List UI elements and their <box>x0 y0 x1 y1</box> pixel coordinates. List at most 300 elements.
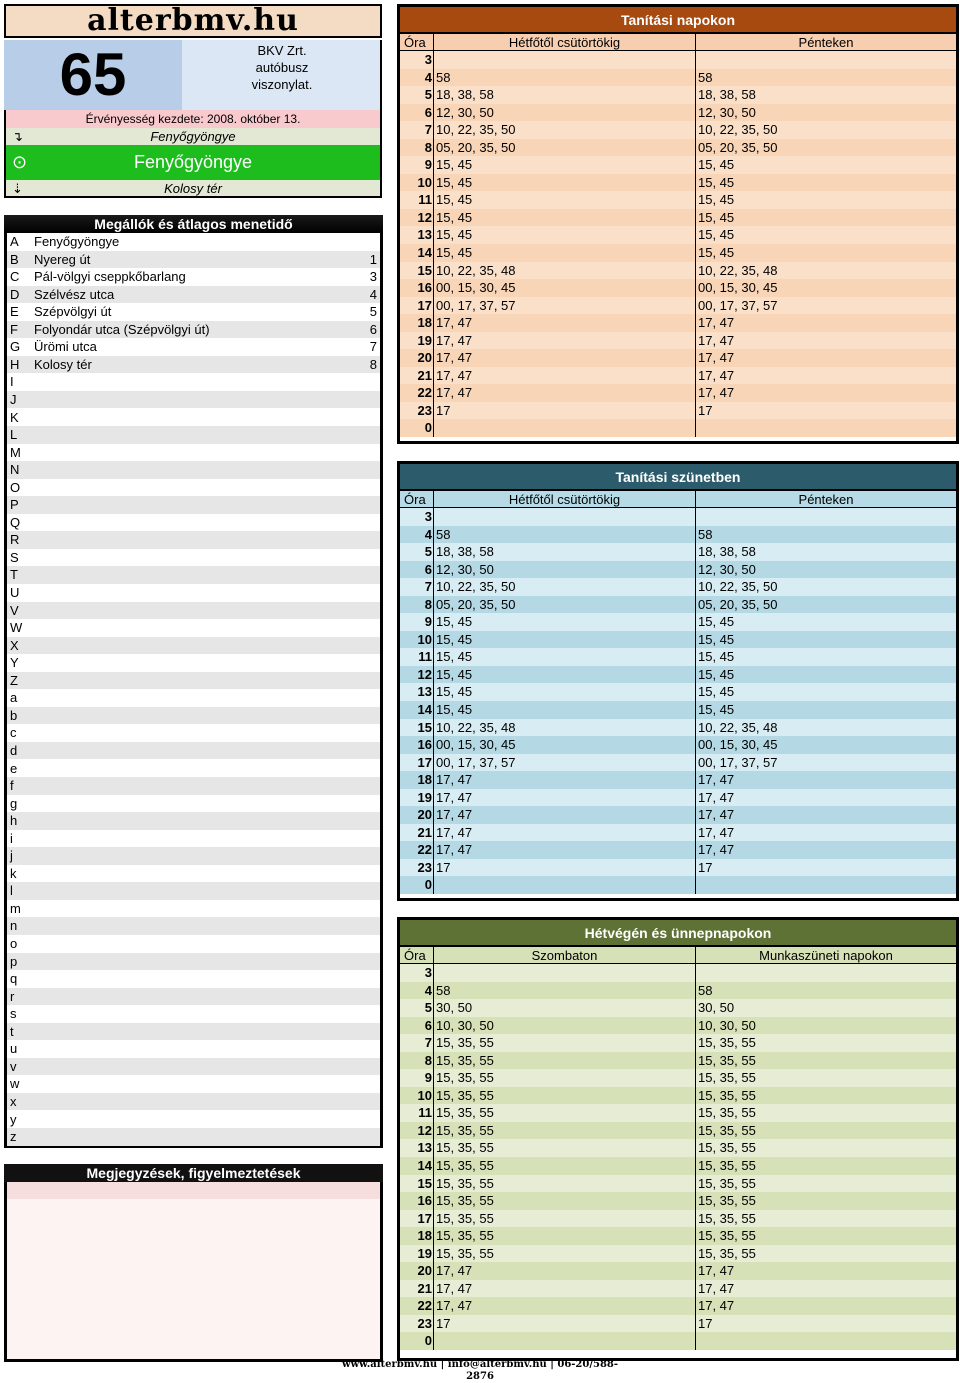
minutes-cell-b <box>696 51 956 69</box>
destination-stop: Kolosy tér <box>164 181 222 196</box>
minutes-cell-b: 00, 17, 37, 57 <box>698 754 778 770</box>
timetable-row <box>400 226 956 244</box>
current-stop-icon: ⊙ <box>12 152 28 172</box>
stop-letter: Q <box>10 514 21 530</box>
timetable-row <box>400 1175 956 1193</box>
stop-letter: c <box>10 725 17 741</box>
minutes-cell-a: 15, 45 <box>434 683 696 701</box>
stop-letter: V <box>10 602 19 618</box>
minutes-cell-b: 10, 22, 35, 48 <box>698 262 778 278</box>
stop-letter: w <box>10 1076 20 1092</box>
stop-row <box>7 479 380 497</box>
timetable-row <box>400 1052 956 1070</box>
minutes-cell-b: 05, 20, 35, 50 <box>698 139 778 155</box>
hour-cell: 18 <box>400 771 434 789</box>
timetable-row <box>400 244 956 262</box>
hour-cell: 5 <box>400 543 434 561</box>
stop-row <box>7 847 380 865</box>
minutes-cell-b: 18, 38, 58 <box>698 544 756 560</box>
timetable-row <box>400 789 956 807</box>
stop-row <box>7 795 380 813</box>
notes-title: Megjegyzések, figyelmeztetések <box>4 1164 383 1182</box>
stop-row <box>7 303 380 321</box>
hour-cell: 5 <box>400 86 434 104</box>
minutes-cell-a: 15, 35, 55 <box>434 1192 696 1210</box>
operator-info <box>184 40 380 110</box>
timetable-row <box>400 69 956 87</box>
hour-cell: 19 <box>400 332 434 350</box>
timetable-row <box>400 367 956 385</box>
minutes-cell-a: 15, 45 <box>434 191 696 209</box>
stop-row <box>7 953 380 971</box>
minutes-cell-a: 17, 47 <box>434 771 696 789</box>
hour-cell: 13 <box>400 226 434 244</box>
stop-row <box>7 724 380 742</box>
minutes-cell-a: 10, 30, 50 <box>434 1017 696 1035</box>
stop-letter: l <box>10 883 13 899</box>
timetable-row <box>400 754 956 772</box>
timetable-row <box>400 402 956 420</box>
timetable-row <box>400 771 956 789</box>
timetable-row <box>400 1297 956 1315</box>
minutes-cell-b: 17, 47 <box>698 1280 735 1296</box>
hour-cell: 15 <box>400 1175 434 1193</box>
timetable-row <box>400 139 956 157</box>
stop-row <box>7 531 380 549</box>
hour-cell: 20 <box>400 349 434 367</box>
minutes-cell-b: 10, 30, 50 <box>698 1017 756 1033</box>
minutes-cell-b: 17, 47 <box>698 824 735 840</box>
timetable-row <box>400 648 956 666</box>
stop-letter: M <box>10 444 21 460</box>
timetable-row <box>400 297 956 315</box>
hour-cell: 15 <box>400 719 434 737</box>
stop-letter: Z <box>10 672 18 688</box>
timetable-row <box>400 631 956 649</box>
timetable-row <box>400 859 956 877</box>
stop-row <box>7 321 380 339</box>
stop-letter: A <box>10 234 19 249</box>
origin-row <box>4 128 382 145</box>
minutes-cell-b: 58 <box>698 526 713 542</box>
minutes-cell-a: 17, 47 <box>434 1280 696 1298</box>
stop-letter: D <box>10 286 20 302</box>
hour-cell: 6 <box>400 104 434 122</box>
stop-letter: n <box>10 918 18 934</box>
minutes-cell-b: 58 <box>698 982 713 998</box>
stop-letter: P <box>10 497 19 513</box>
minutes-cell-a: 15, 35, 55 <box>434 1052 696 1070</box>
hour-cell: 8 <box>400 139 434 157</box>
minutes-cell-a: 05, 20, 35, 50 <box>434 139 696 157</box>
timetable-row <box>400 1017 956 1035</box>
stop-row <box>7 812 380 830</box>
timetable-row <box>400 1315 956 1333</box>
minutes-cell-a: 10, 22, 35, 50 <box>434 121 696 139</box>
hour-cell: 0 <box>400 419 434 437</box>
timetable-row <box>400 1245 956 1263</box>
column-b-header: Munkaszüneti napokon <box>759 948 893 963</box>
stop-name: Szépvölgyi út <box>34 304 112 320</box>
stop-name: Pál-völgyi cseppkőbarlang <box>34 269 186 285</box>
hour-cell: 10 <box>400 1087 434 1105</box>
minutes-cell-b: 00, 17, 37, 57 <box>698 297 778 313</box>
minutes-cell-b: 15, 45 <box>698 157 735 173</box>
minutes-cell-b: 17, 47 <box>698 315 735 331</box>
hour-cell: 8 <box>400 596 434 614</box>
timetable-row <box>400 121 956 139</box>
stop-letter: Y <box>10 655 19 671</box>
minutes-cell-a: 17 <box>434 1315 696 1333</box>
stop-row <box>7 251 380 269</box>
stop-row <box>7 742 380 760</box>
stop-row <box>7 1128 380 1146</box>
stop-letter: B <box>10 251 19 267</box>
stop-letter: O <box>10 479 21 495</box>
stop-letter: d <box>10 742 18 758</box>
notes-stripe <box>7 1182 380 1199</box>
hour-cell: 8 <box>400 1052 434 1070</box>
hour-cell: 0 <box>400 876 434 894</box>
hour-cell: 12 <box>400 666 434 684</box>
stop-letter: T <box>10 567 18 583</box>
stop-row <box>7 602 380 620</box>
minutes-cell-a: 15, 45 <box>434 666 696 684</box>
minutes-cell-a: 15, 45 <box>434 701 696 719</box>
stop-row <box>7 654 380 672</box>
stop-row <box>7 865 380 883</box>
hour-cell: 21 <box>400 824 434 842</box>
minutes-cell-b: 15, 45 <box>698 174 735 190</box>
stop-row <box>7 830 380 848</box>
timetable-row <box>400 86 956 104</box>
hour-cell: 21 <box>400 367 434 385</box>
hour-cell: 17 <box>400 1210 434 1228</box>
minutes-cell-b: 15, 45 <box>698 245 735 261</box>
stop-letter: g <box>10 795 18 811</box>
origin-stop: Fenyőgyöngye <box>150 129 236 144</box>
timetable-row <box>400 508 956 526</box>
stop-letter: E <box>10 304 19 320</box>
timetable-row <box>400 666 956 684</box>
timetable-header <box>400 491 956 508</box>
minutes-cell-a: 17, 47 <box>434 824 696 842</box>
column-a-header: Szombaton <box>434 947 696 963</box>
minutes-cell-b: 18, 38, 58 <box>698 87 756 103</box>
stop-name: Kolosy tér <box>34 356 92 372</box>
minutes-cell-a: 00, 17, 37, 57 <box>434 297 696 315</box>
stop-letter: a <box>10 690 18 706</box>
minutes-cell-b: 17, 47 <box>698 772 735 788</box>
minutes-cell-a: 15, 35, 55 <box>434 1227 696 1245</box>
minutes-cell-b: 17, 47 <box>698 367 735 383</box>
minutes-cell-b: 15, 35, 55 <box>698 1175 756 1191</box>
current-stop-row <box>4 145 382 180</box>
minutes-cell-b: 15, 35, 55 <box>698 1105 756 1121</box>
minutes-cell-a: 15, 45 <box>434 226 696 244</box>
stop-travel-time: 8 <box>369 356 377 372</box>
hour-cell: 7 <box>400 578 434 596</box>
minutes-cell-b: 17, 47 <box>698 1298 735 1314</box>
minutes-cell-b: 17, 47 <box>698 350 735 366</box>
timetable-row <box>400 349 956 367</box>
timetable-row <box>400 314 956 332</box>
stop-letter: e <box>10 760 18 776</box>
hour-cell: 12 <box>400 209 434 227</box>
timetable-row <box>400 964 956 982</box>
minutes-cell-b: 17, 47 <box>698 385 735 401</box>
minutes-cell-a: 17, 47 <box>434 1297 696 1315</box>
stop-letter: z <box>10 1129 17 1145</box>
stop-row <box>7 373 380 391</box>
minutes-cell-b: 17, 47 <box>698 332 735 348</box>
timetable-weekends-holidays <box>397 917 959 1361</box>
minutes-cell-b: 00, 15, 30, 45 <box>698 737 778 753</box>
minutes-cell-b: 15, 45 <box>698 631 735 647</box>
minutes-cell-a: 10, 22, 35, 48 <box>434 262 696 280</box>
minutes-cell-a: 15, 35, 55 <box>434 1210 696 1228</box>
minutes-cell-a: 58 <box>434 982 696 1000</box>
timetable-row <box>400 1332 956 1350</box>
hour-cell: 12 <box>400 1122 434 1140</box>
stop-letter: f <box>10 778 14 794</box>
stop-letter: p <box>10 953 18 969</box>
stop-letter: x <box>10 1093 17 1109</box>
minutes-cell-b: 15, 35, 55 <box>698 1087 756 1103</box>
minutes-cell-a: 15, 45 <box>434 631 696 649</box>
stop-row <box>7 882 380 900</box>
hour-cell: 14 <box>400 244 434 262</box>
stop-letter: K <box>10 409 19 425</box>
minutes-cell-a: 15, 45 <box>434 209 696 227</box>
stop-row <box>7 426 380 444</box>
stop-name: Nyereg út <box>34 251 91 267</box>
stop-row <box>7 461 380 479</box>
origin-arrow-icon: ↴ <box>12 129 23 144</box>
timetable-row <box>400 174 956 192</box>
stop-letter: m <box>10 900 21 916</box>
stop-row <box>7 689 380 707</box>
minutes-cell-a: 15, 45 <box>434 156 696 174</box>
minutes-cell-a: 15, 35, 55 <box>434 1087 696 1105</box>
hour-cell: 23 <box>400 859 434 877</box>
timetable-row <box>400 683 956 701</box>
timetable-row <box>400 1069 956 1087</box>
stop-row <box>7 935 380 953</box>
stop-row <box>7 1075 380 1093</box>
minutes-cell-b: 10, 22, 35, 50 <box>698 579 778 595</box>
timetable-row <box>400 279 956 297</box>
hour-cell: 17 <box>400 754 434 772</box>
hour-column-header: Óra <box>400 947 434 963</box>
minutes-cell-b: 15, 45 <box>698 702 735 718</box>
stop-row <box>7 917 380 935</box>
stop-letter: u <box>10 1041 18 1057</box>
minutes-cell-a: 15, 35, 55 <box>434 1069 696 1087</box>
minutes-cell-b: 17, 47 <box>698 1263 735 1279</box>
minutes-cell-b <box>696 876 956 894</box>
stop-row <box>7 549 380 567</box>
stop-row <box>7 444 380 462</box>
timetable-row <box>400 1262 956 1280</box>
stop-row <box>7 1005 380 1023</box>
minutes-cell-b: 17, 47 <box>698 842 735 858</box>
vehicle-type: autóbusz <box>255 60 309 75</box>
hour-cell: 3 <box>400 51 434 69</box>
minutes-cell-a: 15, 45 <box>434 648 696 666</box>
hour-cell: 18 <box>400 1227 434 1245</box>
minutes-cell-b: 30, 50 <box>698 1000 735 1016</box>
minutes-cell-b: 15, 45 <box>698 614 735 630</box>
minutes-cell-a: 58 <box>434 69 696 87</box>
timetable-row <box>400 1192 956 1210</box>
stop-row <box>7 1111 380 1129</box>
minutes-cell-a: 05, 20, 35, 50 <box>434 596 696 614</box>
stop-row <box>7 391 380 409</box>
stop-name: Fenyőgyöngye <box>34 234 120 249</box>
hour-cell: 17 <box>400 297 434 315</box>
minutes-cell-b: 15, 35, 55 <box>698 1210 756 1226</box>
timetable-header <box>400 947 956 964</box>
minutes-cell-b: 12, 30, 50 <box>698 104 756 120</box>
stop-letter: R <box>10 532 20 548</box>
hour-cell: 23 <box>400 1315 434 1333</box>
stop-letter: q <box>10 971 18 987</box>
stop-row <box>7 286 380 304</box>
minutes-cell-a <box>434 51 696 69</box>
timetable-row <box>400 384 956 402</box>
hour-cell: 6 <box>400 561 434 579</box>
hour-cell: 11 <box>400 1104 434 1122</box>
hour-column-header: Óra <box>400 34 434 50</box>
minutes-cell-b: 12, 30, 50 <box>698 561 756 577</box>
stop-name: Ürömi utca <box>34 339 97 355</box>
hour-cell: 3 <box>400 508 434 526</box>
hour-cell: 11 <box>400 191 434 209</box>
hour-cell: 22 <box>400 841 434 859</box>
stop-row <box>7 672 380 690</box>
timetable-row <box>400 1034 956 1052</box>
minutes-cell-a <box>434 419 696 437</box>
stop-row <box>7 566 380 584</box>
stop-row <box>7 356 380 374</box>
hour-cell: 22 <box>400 1297 434 1315</box>
minutes-cell-a: 18, 38, 58 <box>434 543 696 561</box>
stop-letter: N <box>10 462 20 478</box>
minutes-cell-b: 58 <box>698 69 713 85</box>
minutes-cell-a: 15, 35, 55 <box>434 1139 696 1157</box>
hour-cell: 9 <box>400 613 434 631</box>
stop-letter: s <box>10 1006 17 1022</box>
hour-cell: 16 <box>400 1192 434 1210</box>
minutes-cell-a: 17, 47 <box>434 349 696 367</box>
hour-cell: 13 <box>400 683 434 701</box>
hour-cell: 18 <box>400 314 434 332</box>
minutes-cell-a: 17 <box>434 402 696 420</box>
stop-letter: C <box>10 269 20 285</box>
minutes-cell-b: 15, 35, 55 <box>698 1140 756 1156</box>
minutes-cell-a: 10, 22, 35, 48 <box>434 719 696 737</box>
minutes-cell-b: 15, 35, 55 <box>698 1228 756 1244</box>
stop-letter: G <box>10 339 21 355</box>
minutes-cell-b: 17 <box>698 402 713 418</box>
hour-cell: 0 <box>400 1332 434 1350</box>
hour-cell: 16 <box>400 279 434 297</box>
minutes-cell-a: 17, 47 <box>434 384 696 402</box>
stop-row <box>7 988 380 1006</box>
hour-cell: 4 <box>400 526 434 544</box>
minutes-cell-b: 17 <box>698 859 713 875</box>
minutes-cell-a <box>434 876 696 894</box>
column-b-header: Pénteken <box>798 492 854 507</box>
stop-row <box>7 584 380 602</box>
footer-contact: www.alterbmv.hu | info@alterbmv.hu | 06-20/588-2876 <box>341 1359 619 1382</box>
minutes-cell-b <box>696 419 956 437</box>
minutes-cell-b <box>696 508 956 526</box>
minutes-cell-a: 00, 15, 30, 45 <box>434 736 696 754</box>
stop-row <box>7 637 380 655</box>
timetable-row <box>400 332 956 350</box>
minutes-cell-a: 17, 47 <box>434 806 696 824</box>
validity-date: Érvényesség kezdete: 2008. október 13. <box>4 110 382 128</box>
timetable-row <box>400 806 956 824</box>
timetable-row <box>400 736 956 754</box>
hour-cell: 16 <box>400 736 434 754</box>
stop-row <box>7 1058 380 1076</box>
stop-letter: y <box>10 1111 17 1127</box>
minutes-cell-a: 17 <box>434 859 696 877</box>
hour-cell: 20 <box>400 1262 434 1280</box>
minutes-cell-a <box>434 508 696 526</box>
stop-letter: o <box>10 936 18 951</box>
minutes-cell-b: 15, 35, 55 <box>698 1122 756 1138</box>
timetable-title: Tanítási szünetben <box>400 464 956 491</box>
hour-cell: 20 <box>400 806 434 824</box>
minutes-cell-b: 15, 35, 55 <box>698 1158 756 1174</box>
stop-letter: k <box>10 865 17 881</box>
stop-letter: i <box>10 830 13 846</box>
timetable-header <box>400 34 956 51</box>
stop-row <box>7 409 380 427</box>
stop-row <box>7 496 380 514</box>
minutes-cell-b <box>696 964 956 982</box>
stop-row <box>7 233 380 251</box>
stop-row <box>7 1040 380 1058</box>
minutes-cell-a: 17, 47 <box>434 841 696 859</box>
hour-cell: 7 <box>400 1034 434 1052</box>
timetable-row <box>400 1087 956 1105</box>
stop-travel-time: 6 <box>369 321 377 337</box>
timetable-row <box>400 824 956 842</box>
stop-travel-time: 5 <box>369 304 377 320</box>
minutes-cell-b: 15, 45 <box>698 684 735 700</box>
minutes-cell-b: 17, 47 <box>698 807 735 823</box>
minutes-cell-a: 17, 47 <box>434 332 696 350</box>
stops-list <box>4 215 383 1148</box>
stop-row <box>7 707 380 725</box>
minutes-cell-a: 15, 35, 55 <box>434 1122 696 1140</box>
timetable-row <box>400 209 956 227</box>
minutes-cell-b: 15, 45 <box>698 649 735 665</box>
timetable-row <box>400 578 956 596</box>
minutes-cell-a: 15, 35, 55 <box>434 1175 696 1193</box>
timetable-row <box>400 982 956 1000</box>
brand-logo: alterbmv.hu <box>4 4 382 38</box>
minutes-cell-a: 15, 45 <box>434 244 696 262</box>
stop-letter: F <box>10 321 18 337</box>
minutes-cell-b: 17 <box>698 1315 713 1331</box>
stop-letter: J <box>10 391 17 407</box>
